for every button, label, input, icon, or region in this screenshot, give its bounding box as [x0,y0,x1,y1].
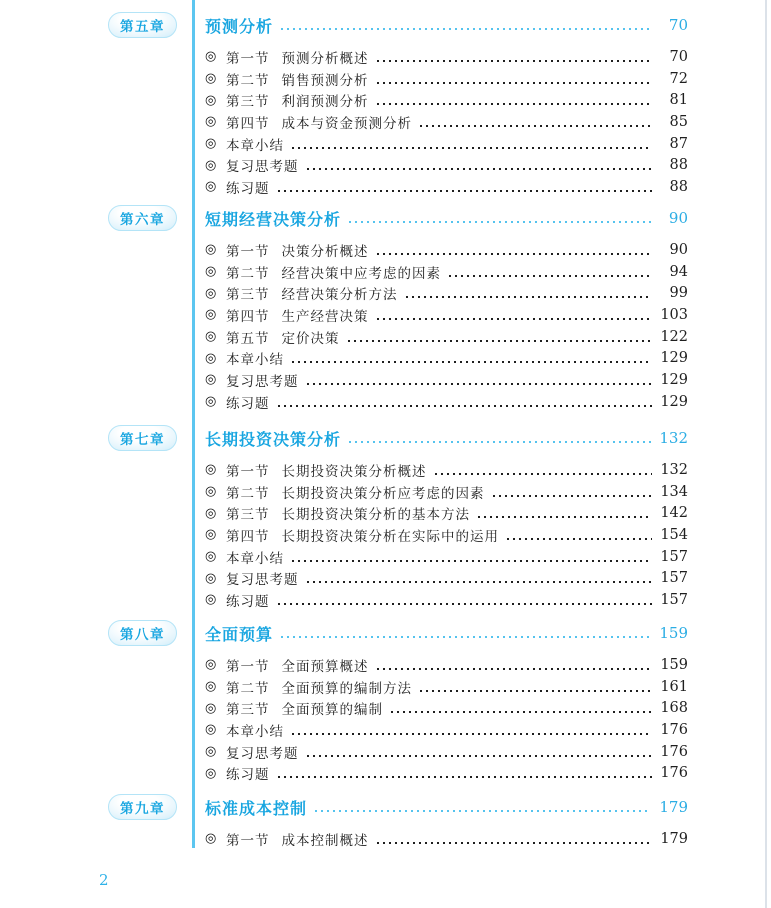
chapter-badge-label: 第八章 [120,627,165,642]
dotted-leader [307,168,653,170]
bullseye-bullet-icon: ◎ [205,700,217,716]
dotted-leader [377,318,653,320]
section-list [205,459,688,611]
toc-section-row [205,68,688,90]
chapter-badge-label: 第五章 [120,19,165,34]
chapter-badge [108,205,177,231]
dotted-leader [377,60,653,62]
section-title: 练习题 [226,395,270,411]
section-title: 成本控制概述 [281,832,369,848]
bullseye-bullet-icon: ◎ [205,394,217,410]
bullseye-bullet-icon: ◎ [205,831,217,847]
toc-section-row [205,239,688,261]
bullseye-bullet-icon: ◎ [205,505,217,521]
bullseye-bullet-icon: ◎ [205,484,217,500]
dotted-leader [349,441,651,443]
toc-section-row [205,391,688,413]
page-edge-line [765,0,767,908]
dotted-leader [315,810,651,812]
section-label: 第一节 [226,243,270,259]
section-page-number: 179 [660,830,688,847]
section-label: 第五节 [226,330,270,346]
bullseye-bullet-icon: ◎ [205,71,217,87]
dotted-leader [493,495,653,497]
bullseye-bullet-icon: ◎ [205,592,217,608]
section-label: 第一节 [226,658,270,674]
page-folio-number: 2 [99,871,109,889]
dotted-leader [292,733,652,735]
section-label: 第二节 [226,680,270,696]
toc-section-row [205,741,688,763]
dotted-leader [406,296,653,298]
chapter-block [108,205,688,413]
dotted-leader [377,82,653,84]
dotted-leader [281,28,652,30]
chapter-title: 短期经营决策分析 [205,211,342,229]
section-page-number: 142 [660,505,688,522]
chapter-title-row [205,12,688,38]
section-page-number: 132 [660,461,688,478]
toc-section-row [205,347,688,369]
bullseye-bullet-icon: ◎ [205,765,217,781]
chapter-badge [108,12,177,38]
section-list [205,654,688,784]
chapter-title-row [205,425,688,451]
bullseye-bullet-icon: ◎ [205,329,217,345]
section-label: 第四节 [226,528,270,544]
toc-section-row [205,828,688,850]
section-page-number: 122 [660,328,688,345]
dotted-leader [449,275,652,277]
section-page-number: 176 [660,765,688,782]
toc-section-row [205,697,688,719]
toc-section-row [205,762,688,784]
chapter-page-number: 90 [668,209,688,227]
toc-section-row [205,546,688,568]
dotted-leader [278,190,653,192]
bullseye-bullet-icon: ◎ [205,49,217,65]
bullseye-bullet-icon: ◎ [205,307,217,323]
bullseye-bullet-icon: ◎ [205,350,217,366]
section-title: 复习思考题 [226,159,299,175]
section-title: 本章小结 [226,550,284,566]
chapter-content [205,12,688,198]
chapter-block [108,620,688,784]
bullseye-bullet-icon: ◎ [205,264,217,280]
chapter-page-number: 70 [668,16,688,34]
chapter-title-row [205,620,688,646]
bullseye-bullet-icon: ◎ [205,527,217,543]
section-title: 长期投资决策分析的基本方法 [281,507,470,523]
toc-section-row [205,369,688,391]
toc-section-row [205,261,688,283]
bullseye-bullet-icon: ◎ [205,157,217,173]
dotted-leader [307,581,653,583]
chapter-badge-label: 第六章 [120,212,165,227]
section-page-number: 88 [669,157,688,174]
chapter-title: 长期投资决策分析 [205,431,342,449]
bullseye-bullet-icon: ◎ [205,744,217,760]
section-title: 预测分析概述 [281,50,369,66]
section-title: 利润预测分析 [281,94,369,110]
toc-section-row [205,154,688,176]
toc-section-row [205,589,688,611]
section-list [205,828,688,850]
bullseye-bullet-icon: ◎ [205,92,217,108]
dotted-leader [278,405,653,407]
chapter-block [108,425,688,611]
toc-section-row [205,719,688,741]
section-title: 长期投资决策分析应考虑的因素 [281,485,485,501]
dotted-leader [281,636,651,638]
chapter-block [108,794,688,850]
section-title: 经营决策中应考虑的因素 [281,265,441,281]
dotted-leader [292,361,652,363]
toc-section-row [205,46,688,68]
bullseye-bullet-icon: ◎ [205,549,217,565]
toc-section-row [205,502,688,524]
dotted-leader [391,711,652,713]
chapter-title: 标准成本控制 [205,800,308,818]
section-page-number: 157 [660,548,688,565]
toc-section-row [205,176,688,198]
chapter-title-row [205,794,688,820]
section-title: 生产经营决策 [281,308,369,324]
chapter-content [205,620,688,784]
chapter-page-number: 132 [659,429,688,447]
section-page-number: 168 [660,700,688,717]
bullseye-bullet-icon: ◎ [205,285,217,301]
section-label: 第一节 [226,832,270,848]
chapter-content [205,205,688,413]
dotted-leader [507,538,652,540]
section-label: 第一节 [226,463,270,479]
chapter-page-number: 159 [659,624,688,642]
dotted-leader [420,690,652,692]
section-page-number: 134 [660,483,688,500]
toc-section-row [205,459,688,481]
bullseye-bullet-icon: ◎ [205,657,217,673]
section-title: 全面预算的编制方法 [281,680,412,696]
bullseye-bullet-icon: ◎ [205,372,217,388]
section-list [205,46,688,198]
toc-section-row [205,304,688,326]
section-title: 销售预测分析 [281,72,369,88]
chapter-badge-label: 第七章 [120,432,165,447]
section-page-number: 129 [660,371,688,388]
section-label: 第一节 [226,50,270,66]
dotted-leader [377,842,653,844]
section-title: 长期投资决策分析在实际中的运用 [281,528,499,544]
bullseye-bullet-icon: ◎ [205,462,217,478]
toc-section-row [205,111,688,133]
section-label: 第二节 [226,265,270,281]
section-title: 复习思考题 [226,373,299,389]
toc-section-row [205,89,688,111]
dotted-leader [478,516,652,518]
chapter-content [205,425,688,611]
section-label: 第四节 [226,115,270,131]
dotted-leader [377,103,653,105]
section-list [205,239,688,413]
bullseye-bullet-icon: ◎ [205,114,217,130]
section-title: 复习思考题 [226,572,299,588]
toc-section-row [205,654,688,676]
section-label: 第四节 [226,308,270,324]
bullseye-bullet-icon: ◎ [205,722,217,738]
bullseye-bullet-icon: ◎ [205,679,217,695]
section-page-number: 176 [660,743,688,760]
section-title: 复习思考题 [226,745,299,761]
dotted-leader [307,383,653,385]
chapter-badge [108,794,177,820]
section-page-number: 88 [669,178,688,195]
toc-section-row [205,282,688,304]
section-page-number: 70 [669,48,688,65]
chapter-block [108,12,688,198]
section-title: 全面预算的编制 [281,702,383,718]
toc-section-row [205,481,688,503]
chapter-badge-label: 第九章 [120,801,165,816]
dotted-leader [292,147,652,149]
section-label: 第三节 [226,94,270,110]
section-page-number: 85 [669,113,688,130]
section-page-number: 159 [660,656,688,673]
section-title: 本章小结 [226,352,284,368]
dotted-leader [420,125,652,127]
dotted-leader [349,221,652,223]
section-page-number: 81 [669,92,688,109]
section-page-number: 99 [669,285,688,302]
dotted-leader [348,340,653,342]
bullseye-bullet-icon: ◎ [205,242,217,258]
toc-section-row [205,326,688,348]
chapter-page-number: 179 [659,798,688,816]
section-title: 练习题 [226,180,270,196]
bullseye-bullet-icon: ◎ [205,136,217,152]
section-page-number: 157 [660,591,688,608]
dotted-leader [292,560,652,562]
section-page-number: 72 [669,70,688,87]
section-title: 成本与资金预测分析 [281,115,412,131]
section-page-number: 87 [669,135,688,152]
section-label: 第三节 [226,702,270,718]
section-page-number: 161 [660,678,688,695]
section-title: 练习题 [226,767,270,783]
section-label: 第二节 [226,72,270,88]
dotted-leader [435,473,653,475]
chapter-content [205,794,688,850]
chapter-title: 预测分析 [205,18,274,36]
section-page-number: 154 [660,526,688,543]
section-title: 练习题 [226,593,270,609]
section-title: 本章小结 [226,723,284,739]
toc-section-row [205,676,688,698]
section-title: 经营决策分析方法 [281,287,398,303]
section-title: 全面预算概述 [281,658,369,674]
section-page-number: 157 [660,570,688,587]
section-page-number: 103 [660,306,688,323]
chapter-badge [108,620,177,646]
section-title: 决策分析概述 [281,243,369,259]
dotted-leader [278,603,653,605]
section-label: 第三节 [226,507,270,523]
section-label: 第二节 [226,485,270,501]
toc-section-row [205,567,688,589]
dotted-leader [377,253,653,255]
chapter-badge [108,425,177,451]
chapter-title: 全面预算 [205,626,274,644]
section-title: 本章小结 [226,137,284,153]
bullseye-bullet-icon: ◎ [205,570,217,586]
section-page-number: 129 [660,350,688,367]
section-title: 长期投资决策分析概述 [281,463,427,479]
chapter-title-row [205,205,688,231]
section-page-number: 94 [669,263,688,280]
toc-section-row [205,133,688,155]
section-page-number: 90 [669,241,688,258]
dotted-leader [278,776,653,778]
dotted-leader [377,668,653,670]
section-label: 第三节 [226,287,270,303]
section-page-number: 176 [660,721,688,738]
section-title: 定价决策 [281,330,340,346]
bullseye-bullet-icon: ◎ [205,179,217,195]
section-page-number: 129 [660,393,688,410]
dotted-leader [307,755,653,757]
toc-section-row [205,524,688,546]
